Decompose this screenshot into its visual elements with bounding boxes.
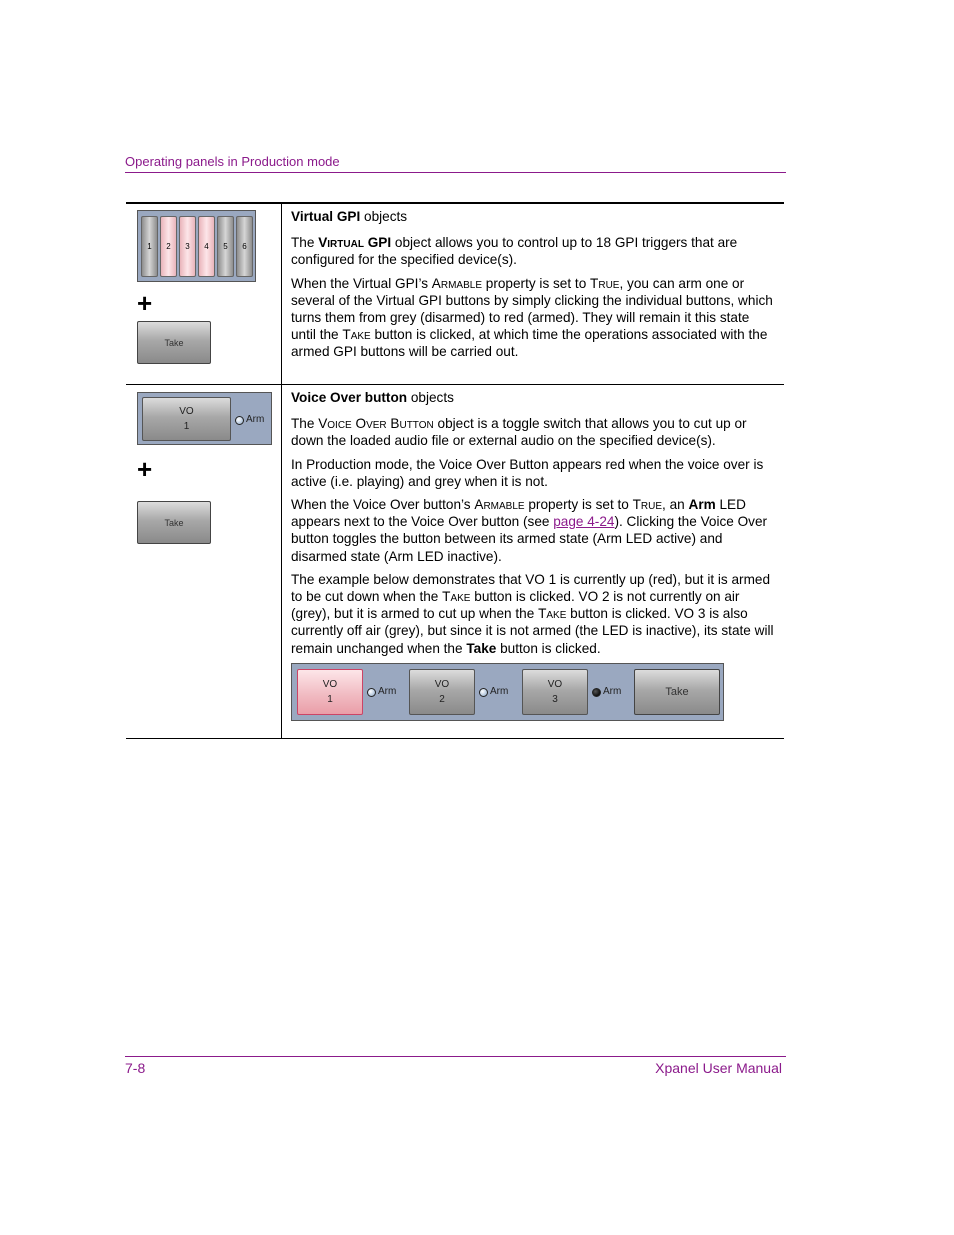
- gpi-button-1[interactable]: 1: [141, 216, 158, 277]
- vo-2-button[interactable]: VO 2: [409, 669, 475, 715]
- header-rule: [125, 172, 786, 173]
- voice-over-panel: [137, 392, 272, 445]
- take-button[interactable]: Take: [137, 321, 211, 364]
- paragraph: When the Voice Over button’s Armable property is set to True, an Arm LED appears next to the Voice Over button (see page 4-24). Clicking the Voice Over button toggles the button between its armed state (Arm LED active) and disarmed state (Arm LED inactive).: [291, 497, 768, 564]
- paragraph: In Production mode, the Voice Over Button appears red when the voice over is active (i.e. playing) and grey when it is not.: [291, 456, 764, 489]
- virtual-gpi-description: [291, 208, 775, 367]
- arm-led-off-icon: [592, 688, 601, 697]
- voice-over-heading: Voice Over button objects: [291, 390, 454, 405]
- plus-sign: +: [137, 454, 153, 484]
- gpi-button-5[interactable]: 5: [217, 216, 234, 277]
- table-column-divider: [281, 202, 282, 739]
- gpi-button-6[interactable]: 6: [236, 216, 253, 277]
- running-header: Operating panels in Production mode: [125, 154, 340, 169]
- arm-led-icon: [235, 416, 244, 425]
- arm-label: Arm: [246, 414, 265, 425]
- paragraph: The Virtual GPI object allows you to control up to 18 GPI triggers that are configured for the specified device(s).: [291, 235, 738, 268]
- arm-label: Arm: [490, 686, 509, 697]
- take-button[interactable]: Take: [634, 669, 720, 715]
- paragraph: The Voice Over Button object is a toggle switch that allows you to cut up or down the loaded audio file or external audio on the specified device(s).: [291, 416, 747, 449]
- gpi-button-4[interactable]: 4: [198, 216, 215, 277]
- plus-sign: +: [137, 288, 153, 318]
- arm-label: Arm: [378, 686, 397, 697]
- table-bottom-rule: [126, 738, 784, 739]
- page-number: 7-8: [125, 1060, 146, 1076]
- page-link[interactable]: page 4-24: [553, 514, 615, 530]
- voice-over-example-strip: [291, 663, 724, 721]
- table-top-rule: [126, 202, 784, 204]
- virtual-gpi-heading: Virtual GPI objects: [291, 209, 408, 224]
- arm-label: Arm: [603, 686, 622, 697]
- table-row-divider: [126, 384, 784, 385]
- gpi-button-2[interactable]: 2: [160, 216, 177, 277]
- voice-over-description: [291, 389, 775, 663]
- arm-led-icon: [367, 688, 376, 697]
- take-button[interactable]: Take: [137, 501, 211, 544]
- vo-3-button[interactable]: VO 3: [522, 669, 588, 715]
- virtual-gpi-panel: [137, 210, 256, 282]
- manual-title: Xpanel User Manual: [655, 1060, 782, 1076]
- vo-button[interactable]: VO 1: [142, 397, 231, 441]
- footer-rule: [125, 1056, 786, 1057]
- arm-led-icon: [479, 688, 488, 697]
- gpi-button-3[interactable]: 3: [179, 216, 196, 277]
- paragraph: When the Virtual GPI’s Armable property is set to True, you can arm one or several of the Virtual GPI buttons by simply clicking the individual buttons, which turns them from grey (disarmed) to red (armed). They will remain it this state until the Take button is clicked, at which time the operations associated with the armed GPI buttons will be carried out.: [291, 275, 773, 360]
- vo-1-button[interactable]: VO 1: [297, 669, 363, 715]
- paragraph: The example below demonstrates that VO 1 is currently up (red), but it is armed to be cut down when the Take button is clicked. VO 2 is not currently on air (grey), but it is armed to cut up when the Take button is clicked. VO 3 is also currently off air (grey), but since it is not armed (the LED is inactive), its state will remain unchanged when the Take button is clicked.: [291, 571, 774, 656]
